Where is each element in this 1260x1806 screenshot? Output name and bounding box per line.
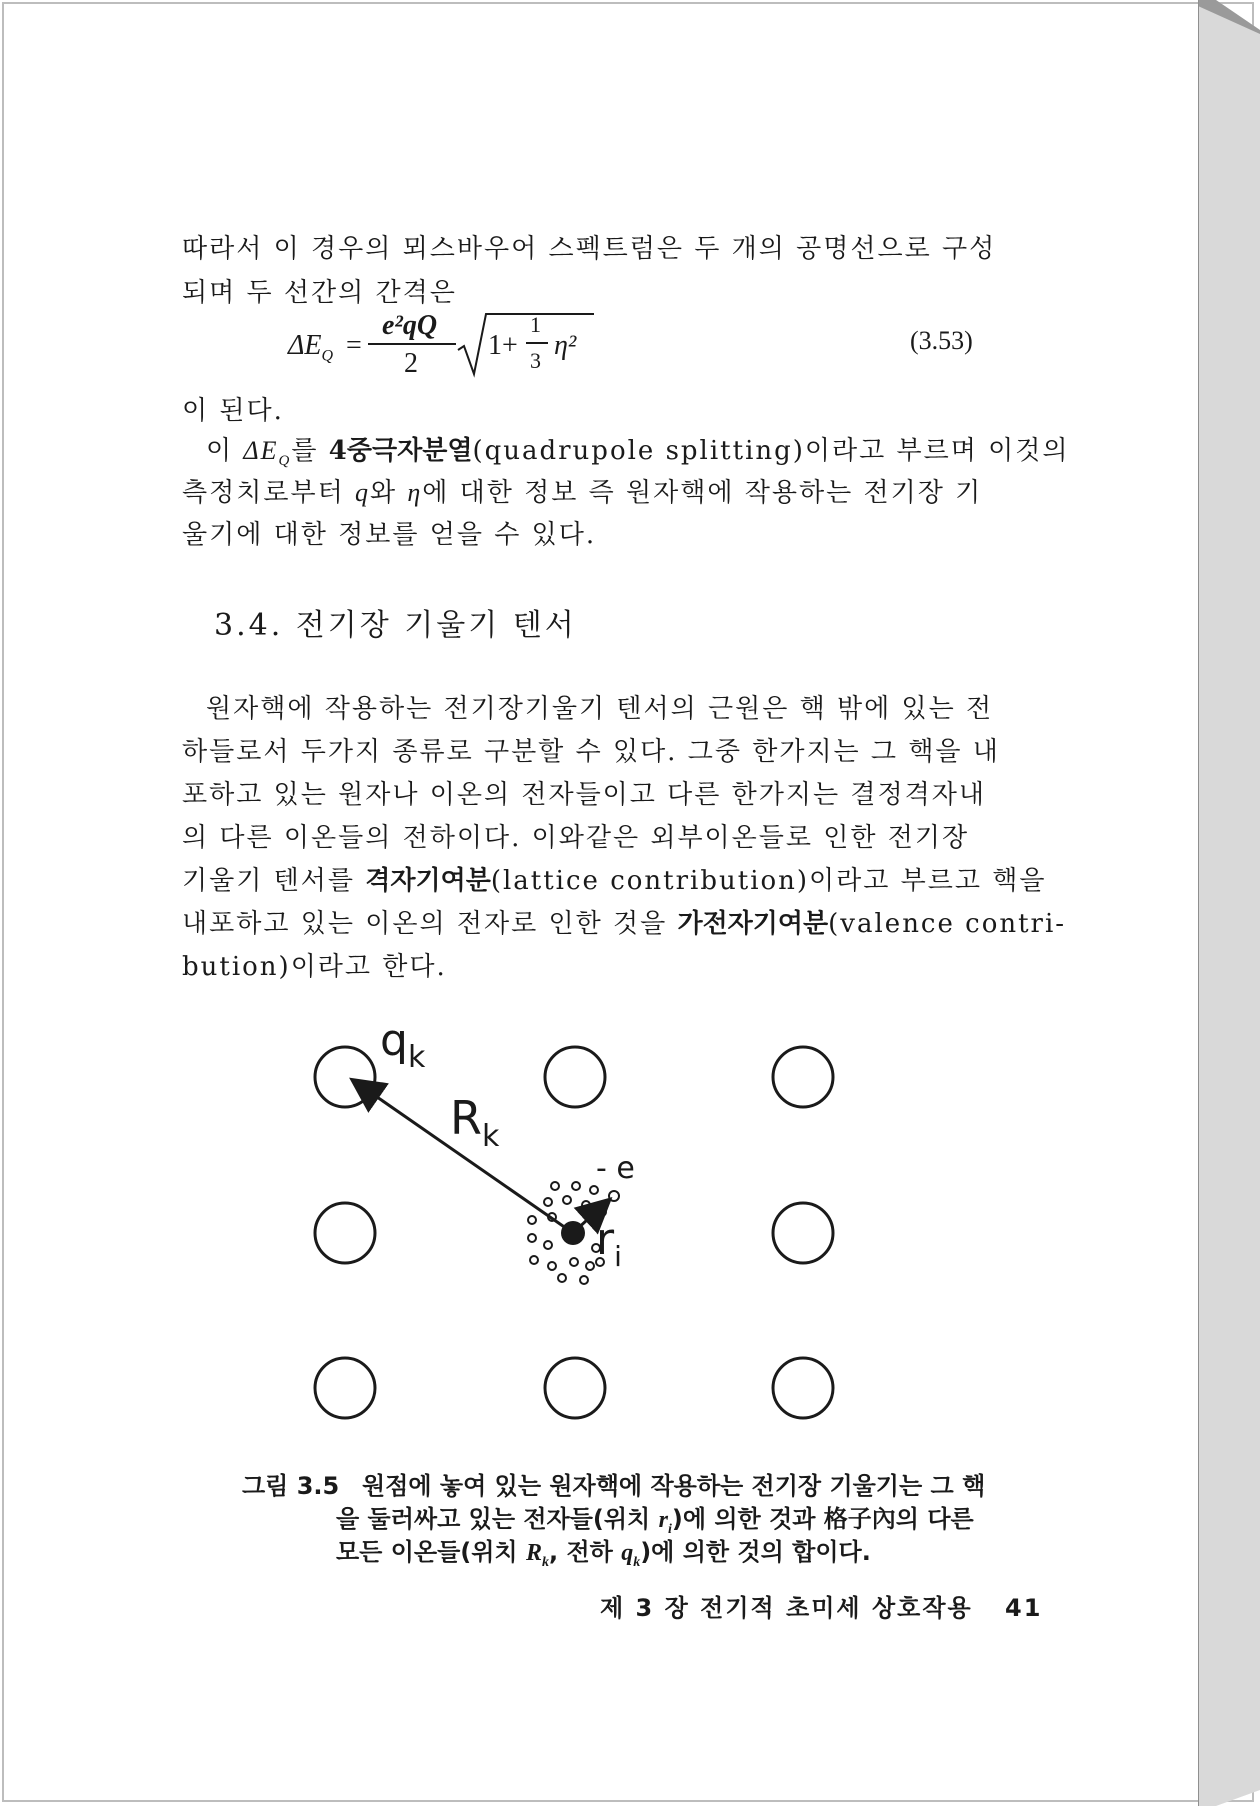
electron-ri [609, 1191, 619, 1201]
eq-lhs: ΔE [288, 330, 322, 361]
footer-chapter: 제 3 장 전기적 초미세 상호작용 [600, 1594, 973, 1622]
lattice-ion-bottom-right [773, 1358, 833, 1418]
lattice-ion-bottom-center [545, 1358, 605, 1418]
term-quadrupole-splitting: 4중극자분열 [328, 436, 473, 466]
label-qk: $q_k$ [380, 1015, 426, 1075]
lattice-ion-top-left [315, 1047, 375, 1107]
paragraph3-line4: 의 다른 이온들의 전하이다. 이와같은 외부이온들로 인한 전기장 [182, 823, 970, 853]
caption-line1: 원점에 놓여 있는 원자핵에 작용하는 전기장 기울기는 그 핵 [362, 1472, 986, 1500]
lattice-ion-top-right [773, 1047, 833, 1107]
lattice-ion-top-center [545, 1047, 605, 1107]
eq-eta-squared: η² [554, 330, 577, 361]
paragraph3-line2: 하들로서 두가지 종류로 구분할 수 있다. 그중 한가지는 그 핵을 내 [182, 737, 1000, 767]
running-footer [600, 1588, 1042, 1623]
eq-equals: = [346, 330, 362, 361]
eq-frac-num: 1 [530, 312, 541, 337]
eq-lhs-sub: Q [321, 347, 334, 365]
paragraph2-line3: 측정치로부터 q와 η에 대한 정보 즉 원자핵에 작용하는 전기장 기 [182, 478, 983, 508]
paragraph2-line4: 울기에 대한 정보를 얻을 수 있다. [182, 520, 597, 550]
eq-numerator: e²qQ [382, 310, 438, 341]
eq-denominator: 2 [404, 348, 418, 379]
page-number: 41 [1005, 1594, 1043, 1622]
label-ri: $r_i$ [596, 1214, 622, 1273]
label-minus-e: - e [596, 1151, 635, 1186]
caption-line2: 을 둘러싸고 있는 전자들(위치 $r_i$)에 의한 것과 格子內의 다른 [336, 1505, 974, 1537]
section-heading: 3.4. 전기장 기울기 텐서 [214, 608, 577, 643]
paragraph3-line1: 원자핵에 작용하는 전기장기울기 텐서의 근원은 핵 밖에 있는 전 [206, 694, 994, 724]
paragraph2-line1: 이 된다. [182, 396, 284, 426]
delta-eq-symbol: ΔE [243, 436, 279, 465]
paragraph2-line2: 이 $\Delta E_Q$를 4중극자분열(quadrupole splitting)이라고 부르며 이것의 [206, 436, 1070, 470]
paragraph3-line6: 내포하고 있는 이온의 전자로 인한 것을 가전자기여분(valence contri- [182, 909, 1067, 939]
paragraph1-line2: 되며 두 선간의 간격은 [182, 278, 457, 308]
caption-line3: 모든 이온들(위치 $R_k$, 전하 $q_k$)에 의한 것의 합이다. [336, 1538, 871, 1570]
paragraph1-line1: 따라서 이 경우의 뫼스바우어 스펙트럼은 두 개의 공명선으로 구성 [182, 234, 997, 264]
equation-number: (3.53) [910, 326, 973, 355]
lattice-ion-mid-left [315, 1203, 375, 1263]
term-valence-contribution: 가전자기여분 [677, 909, 829, 939]
term-lattice-contribution: 격자기여분 [365, 866, 491, 896]
caption-label: 그림 3.5 [242, 1472, 340, 1500]
label-Rk: $R_k$ [450, 1091, 500, 1154]
paragraph3-line5: 기울기 텐서를 격자기여분(lattice contribution)이라고 부르고 핵을 [182, 866, 1047, 896]
eq-sqrt-one: 1+ [488, 330, 518, 361]
paragraph3-line7: bution)이라고 한다. [182, 952, 447, 982]
eq-frac-den: 3 [530, 348, 541, 373]
lattice-ion-mid-right [773, 1203, 833, 1263]
paragraph3-line3: 포하고 있는 원자나 이온의 전자들이고 다른 한가지는 결정격자내 [182, 780, 986, 810]
lattice-ion-bottom-left [315, 1358, 375, 1418]
